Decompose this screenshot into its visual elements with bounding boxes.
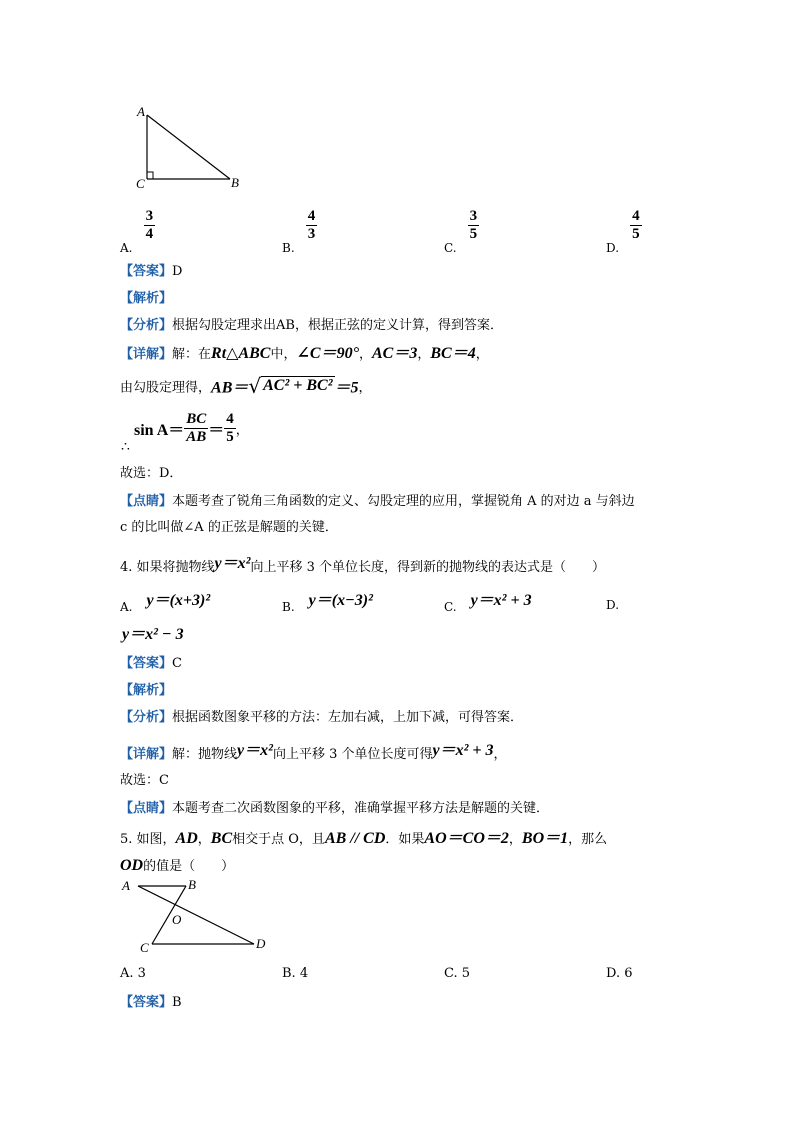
answer-tag: 【答案】 bbox=[120, 995, 173, 1010]
option-label: B. bbox=[282, 966, 296, 981]
sin-fraction-value: $\frac{4}{5}$ bbox=[226, 411, 234, 445]
xiangjie-text: 向上平移 3 个单位长度可得 bbox=[272, 747, 433, 762]
punct: ， bbox=[417, 347, 431, 362]
xiangjie-text: 中， bbox=[270, 347, 297, 362]
option-expr: y＝(x−3)² bbox=[308, 592, 373, 609]
ac-math: AC＝3 bbox=[371, 345, 418, 362]
q4-jiexi-line bbox=[120, 679, 172, 698]
option-fraction: $\frac{4}{5}$ bbox=[632, 208, 640, 242]
xj-equation-2: y＝x² + 3 bbox=[432, 742, 494, 759]
fenxi-tag: 【分析】 bbox=[120, 710, 173, 725]
q5-option-d[interactable] bbox=[606, 966, 633, 981]
bo-math: BO＝1 bbox=[521, 830, 569, 847]
punct: ， bbox=[475, 347, 489, 362]
sin-fraction-bc-ab: $\frac{BC}{AB}$ bbox=[186, 411, 207, 445]
option-label: D. bbox=[606, 966, 621, 981]
ab-rhs-math: ＝5 bbox=[334, 379, 359, 397]
dianjing-text: 本题考查了锐角三角函数的定义、勾股定理的应用，掌握锐角 A 的对边 a 与斜边 bbox=[172, 494, 635, 509]
stem-text: 的值是（ ） bbox=[143, 859, 235, 874]
right-angle-mark bbox=[147, 172, 153, 179]
point-label-o: O bbox=[172, 912, 182, 927]
xiangjie-text: 解：在 bbox=[172, 347, 212, 362]
fenxi-text: 根据函数图象平移的方法：左加右减，上加下减，可得答案． bbox=[172, 710, 524, 725]
rt-triangle-math: Rt△ABC bbox=[211, 345, 271, 362]
answer-value: B bbox=[172, 995, 182, 1010]
stem-text: 5. 如图， bbox=[120, 832, 176, 847]
xj-equation-1: y＝x² bbox=[237, 742, 273, 759]
q3-option-c[interactable] bbox=[444, 208, 479, 255]
q3-jiexi-line bbox=[120, 287, 172, 306]
od-math: OD bbox=[120, 857, 144, 874]
fenxi-text: 根据勾股定理求出AB，根据正弦的定义计算，得到答案． bbox=[172, 318, 503, 333]
punct: ， bbox=[493, 747, 507, 762]
point-label-b: B bbox=[188, 877, 196, 892]
q3-option-b[interactable] bbox=[282, 208, 317, 255]
option-label: B. bbox=[282, 241, 295, 255]
ab-radicand-math: AC² + BC² bbox=[263, 377, 333, 394]
punct: ， bbox=[235, 423, 249, 438]
q4-fenxi-line bbox=[120, 706, 523, 725]
point-label-a: A bbox=[122, 878, 130, 893]
q3-fenxi-line bbox=[120, 314, 503, 333]
ao-co-math: AO＝CO＝2 bbox=[424, 830, 509, 847]
sin-a-lhs-math: sin A＝ bbox=[134, 422, 185, 439]
answer-value: C bbox=[172, 656, 182, 671]
stem-text: ，那么 bbox=[568, 832, 608, 847]
q4-xiangjie-line bbox=[120, 737, 507, 762]
stem-text: 向上平移 3 个单位长度，得到新的抛物线的表达式是（ ） bbox=[250, 560, 605, 575]
option-fraction: $\frac{3}{5}$ bbox=[469, 208, 478, 242]
stem-text: ．如果 bbox=[385, 832, 425, 847]
q4-dianjing-line bbox=[120, 797, 549, 816]
option-label: D. bbox=[606, 598, 620, 612]
q5-option-c[interactable] bbox=[444, 966, 470, 981]
angle-c-math: ∠C＝90° bbox=[296, 345, 359, 362]
q3-xiangjie-line bbox=[120, 340, 489, 363]
answer-value: D bbox=[172, 264, 183, 279]
q4-option-d-expr[interactable] bbox=[122, 621, 184, 644]
point-label-d: D bbox=[256, 936, 266, 951]
q4-stem bbox=[120, 550, 605, 575]
q4-guxuan: 故选：C bbox=[120, 773, 169, 788]
q4-option-a[interactable] bbox=[120, 587, 210, 614]
answer-tag: 【答案】 bbox=[120, 264, 173, 279]
q3-guxuan: 故选：D． bbox=[120, 466, 183, 481]
stem-text: 4. 如果将抛物线 bbox=[120, 560, 215, 575]
segment-ab bbox=[147, 115, 230, 179]
q4-option-b[interactable] bbox=[282, 587, 373, 614]
stem-equation: y＝x² bbox=[214, 555, 251, 572]
option-label: C. bbox=[444, 966, 458, 981]
xiangjie-tag: 【详解】 bbox=[120, 347, 173, 362]
q4-option-d[interactable] bbox=[606, 594, 619, 613]
punct: ， bbox=[358, 380, 372, 396]
parallel-lines-figure bbox=[118, 874, 278, 954]
punct: ， bbox=[358, 347, 372, 362]
jiexi-tag: 【解析】 bbox=[120, 683, 173, 698]
vertex-label-b: B bbox=[231, 175, 239, 190]
option-expr: y＝x² − 3 bbox=[122, 626, 184, 643]
fenxi-tag: 【分析】 bbox=[120, 318, 173, 333]
point-label-c: C bbox=[140, 940, 149, 954]
option-label: C. bbox=[444, 600, 457, 614]
q3-dianjing-line1 bbox=[120, 490, 635, 509]
q3-sin-line bbox=[134, 411, 249, 446]
segment-ad bbox=[138, 886, 254, 944]
option-value: 4 bbox=[299, 966, 309, 981]
option-value: 5 bbox=[461, 966, 471, 981]
ab-lhs-math: AB＝ bbox=[211, 379, 249, 397]
option-label: C. bbox=[444, 241, 457, 255]
sqrt-sign-icon: √ bbox=[248, 374, 262, 398]
vertex-label-a: A bbox=[137, 104, 145, 119]
option-fraction: $\frac{3}{4}$ bbox=[145, 208, 154, 242]
xiangjie-text: 解：抛物线 bbox=[172, 747, 238, 762]
option-value: 6 bbox=[624, 966, 633, 981]
option-fraction: $\frac{4}{3}$ bbox=[307, 208, 316, 242]
triangle-abc-figure bbox=[130, 100, 260, 195]
bc-math: BC＝4 bbox=[430, 345, 476, 362]
option-label: A. bbox=[120, 241, 133, 255]
dianjing-tag: 【点睛】 bbox=[120, 801, 173, 816]
vertex-label-c: C bbox=[136, 176, 145, 191]
q4-answer-line bbox=[120, 652, 182, 671]
ad-math: AD bbox=[175, 830, 198, 847]
punct: ， bbox=[197, 832, 211, 847]
option-expr: y＝x² + 3 bbox=[470, 592, 532, 609]
therefore-symbol: ∴ bbox=[121, 439, 130, 455]
option-value: 3 bbox=[137, 966, 146, 981]
q3-option-d[interactable] bbox=[606, 208, 642, 255]
q5-stem-line1 bbox=[120, 825, 607, 848]
jiexi-tag: 【解析】 bbox=[120, 291, 173, 306]
q5-stem-line2 bbox=[120, 855, 234, 875]
xiangjie-tag: 【详解】 bbox=[120, 747, 173, 762]
option-label: B. bbox=[282, 600, 295, 614]
dianjing-tag: 【点睛】 bbox=[120, 494, 173, 509]
bc-math: BC bbox=[210, 830, 233, 847]
punct: ， bbox=[508, 832, 522, 847]
q5-option-a[interactable] bbox=[120, 966, 146, 981]
parallel-math: AB // CD bbox=[324, 830, 386, 847]
q3-answer-line bbox=[120, 260, 182, 279]
stem-text: 相交于点 O，且 bbox=[232, 832, 325, 847]
q3-dianjing-line2: c 的比叫做∠A 的正弦是解题的关键． bbox=[120, 520, 338, 535]
gougu-text: 由勾股定理得， bbox=[120, 380, 212, 396]
option-label: A. bbox=[120, 966, 134, 981]
answer-tag: 【答案】 bbox=[120, 656, 173, 671]
option-expr: y＝(x+3)² bbox=[146, 592, 211, 609]
q3-option-a[interactable] bbox=[120, 208, 155, 255]
equals-sign: ＝ bbox=[208, 422, 225, 439]
q5-option-b[interactable] bbox=[282, 966, 308, 981]
dianjing-text: 本题考查二次函数图象的平移，准确掌握平移方法是解题的关键． bbox=[172, 801, 550, 816]
option-label: A. bbox=[120, 600, 133, 614]
q3-gougu-line bbox=[120, 374, 372, 398]
q5-answer-line bbox=[120, 991, 182, 1010]
q4-option-c[interactable] bbox=[444, 587, 532, 614]
option-label: D. bbox=[606, 241, 620, 255]
